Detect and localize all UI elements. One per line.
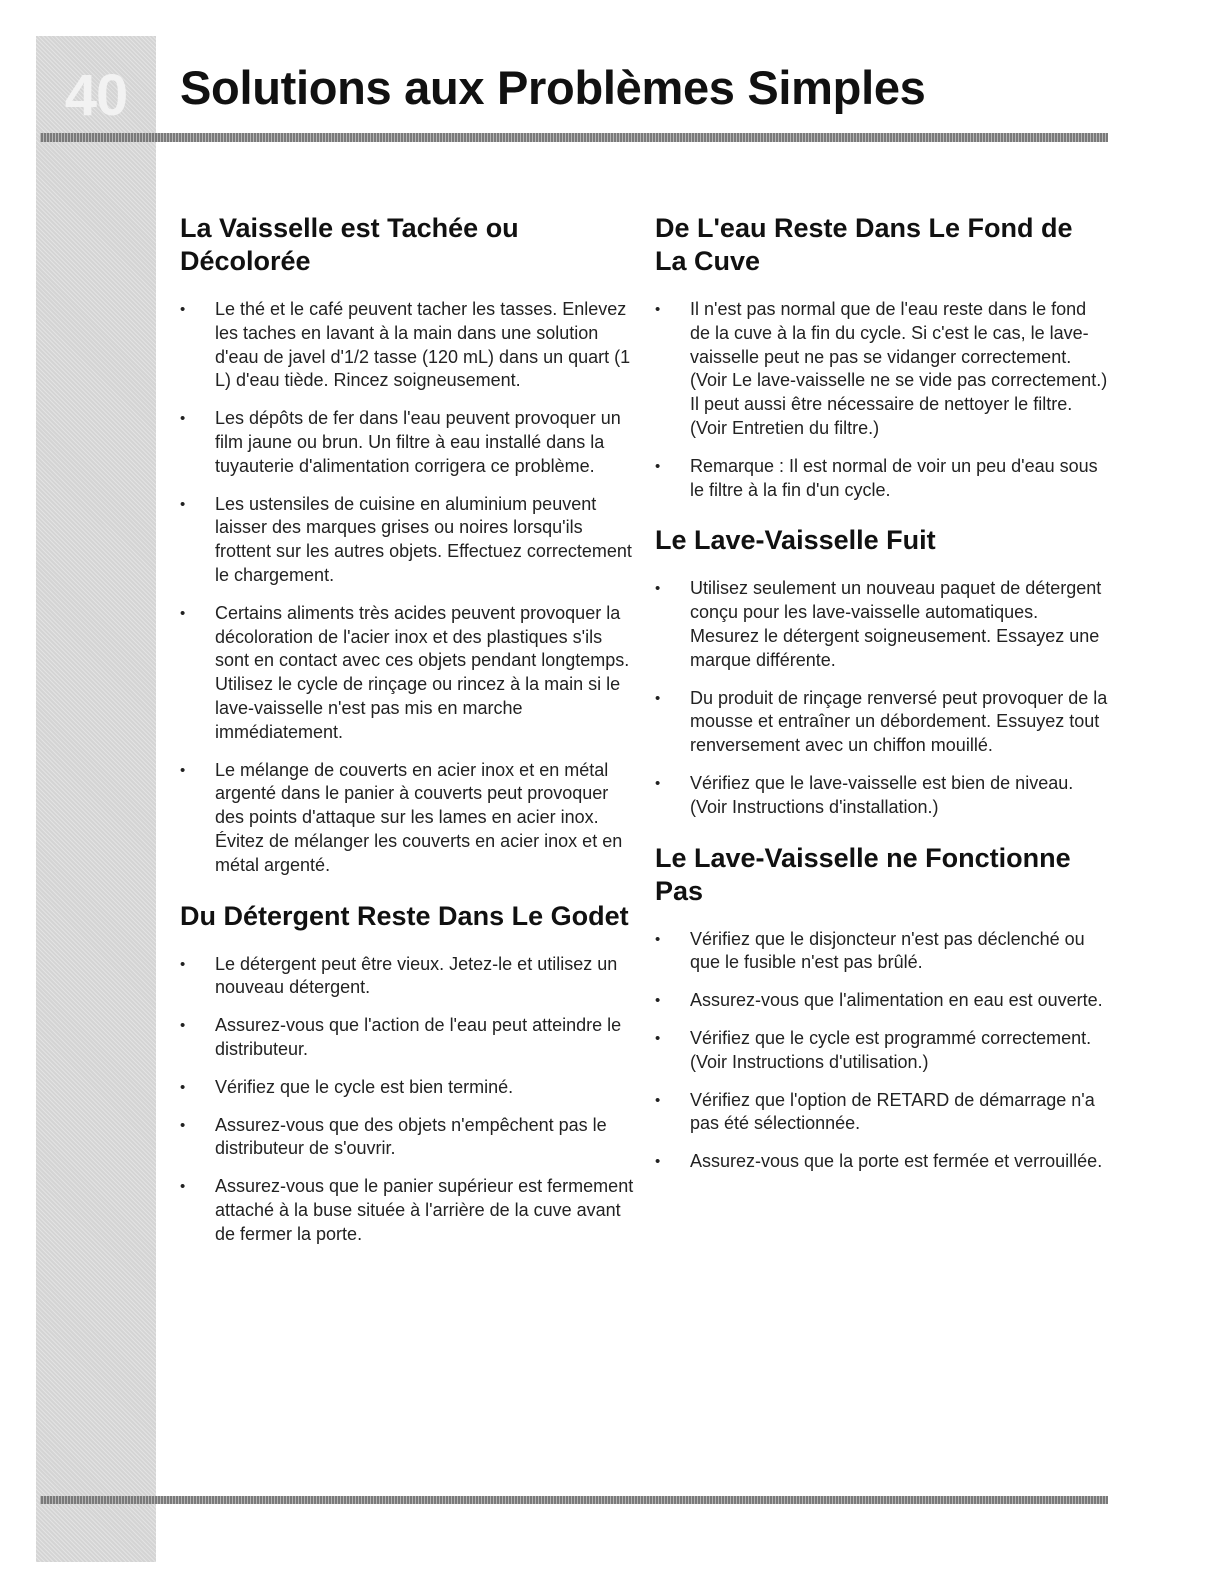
- page-sidebar-band: [36, 36, 156, 1562]
- list-item: • Il n'est pas normal que de l'eau reste dans le fond de la cuve à la fin du cycle. Si c'est le cas, le lave-vaisselle peut ne pas se vidanger correctement. (Voir Le lave-vaisselle ne se vide pas correctement.) Il peut aussi être nécessaire de nettoyer le filtre. (Voir Entretien du filtre.): [655, 298, 1110, 441]
- section-heading: Le Lave-Vaisselle Fuit: [655, 525, 936, 556]
- left-column: [180, 212, 635, 1269]
- section-detergent-in-cup: [180, 900, 635, 1247]
- bullet-list: [180, 953, 635, 1247]
- bullet-list: [655, 298, 1110, 502]
- section-stained-dishes: [180, 212, 635, 878]
- bullet-list: [655, 577, 1110, 819]
- footer-rule: [40, 1496, 1108, 1504]
- list-item: • Assurez-vous que des objets n'empêchent pas le distributeur de s'ouvrir.: [180, 1114, 635, 1162]
- list-item: • Le thé et le café peuvent tacher les tasses. Enlevez les taches en lavant à la main dans une solution d'eau de javel d'1/2 tasse (120 mL) dans un quart (1 L) d'eau tiède. Rincez soigneusement.: [180, 298, 635, 393]
- section-heading: De L'eau Reste Dans Le Fond de La Cuve: [655, 213, 1073, 276]
- section-dishwasher-not-working: [655, 842, 1110, 1174]
- page-number: 40: [64, 63, 128, 128]
- list-item: • Remarque : Il est normal de voir un peu d'eau sous le filtre à la fin d'un cycle.: [655, 455, 1110, 503]
- list-item: • Le détergent peut être vieux. Jetez-le et utilisez un nouveau détergent.: [180, 953, 635, 1001]
- list-item: • Vérifiez que le cycle est bien terminé.: [180, 1076, 635, 1100]
- list-item: • Vérifiez que l'option de RETARD de démarrage n'a pas été sélectionnée.: [655, 1089, 1110, 1137]
- list-item: • Vérifiez que le cycle est programmé correctement. (Voir Instructions d'utilisation.): [655, 1027, 1110, 1075]
- section-heading: La Vaisselle est Tachée ou Décolorée: [180, 213, 519, 276]
- list-item: • Assurez-vous que l'alimentation en eau est ouverte.: [655, 989, 1110, 1013]
- section-heading: Le Lave-Vaisselle ne Fonctionne Pas: [655, 842, 1071, 906]
- right-column: [655, 212, 1110, 1196]
- list-item: • Le mélange de couverts en acier inox et en métal argenté dans le panier à couverts peut provoquer des points d'attaque sur les lames en acier inox. Évitez de mélanger les couverts en acier inox et en métal argenté.: [180, 759, 635, 878]
- page-title: Solutions aux Problèmes Simples: [180, 61, 926, 114]
- list-item: • Vérifiez que le lave-vaisselle est bien de niveau. (Voir Instructions d'installation.): [655, 772, 1110, 820]
- section-dishwasher-leaks: [655, 524, 1110, 819]
- list-item: • Assurez-vous que la porte est fermée et verrouillée.: [655, 1150, 1110, 1174]
- section-water-in-tub: [655, 212, 1110, 502]
- list-item: • Certains aliments très acides peuvent provoquer la décoloration de l'acier inox et des plastiques s'ils sont en contact avec ces objets pendant longtemps. Utilisez le cycle de rinçage ou rincez à la main si le lave-vaisselle n'est pas mis en marche immédiatement.: [180, 602, 635, 745]
- list-item: • Assurez-vous que le panier supérieur est fermement attaché à la buse située à l'arrière de la cuve avant de fermer la porte.: [180, 1175, 635, 1246]
- list-item: • Les ustensiles de cuisine en aluminium peuvent laisser des marques grises ou noires lorsqu'ils frottent sur les autres objets. Effectuez correctement le chargement.: [180, 493, 635, 588]
- list-item: • Vérifiez que le disjoncteur n'est pas déclenché ou que le fusible n'est pas brûlé.: [655, 928, 1110, 976]
- list-item: • Utilisez seulement un nouveau paquet de détergent conçu pour les lave-vaisselle automatiques. Mesurez le détergent soigneusement. Essayez une marque différente.: [655, 577, 1110, 672]
- section-heading: Du Détergent Reste Dans Le Godet: [180, 900, 629, 931]
- header-rule: [40, 133, 1108, 142]
- list-item: • Du produit de rinçage renversé peut provoquer de la mousse et entraîner un débordement. Essuyez tout renversement avec un chiffon mouillé.: [655, 687, 1110, 758]
- bullet-list: [655, 928, 1110, 1174]
- bullet-list: [180, 298, 635, 878]
- list-item: • Assurez-vous que l'action de l'eau peut atteindre le distributeur.: [180, 1014, 635, 1062]
- list-item: • Les dépôts de fer dans l'eau peuvent provoquer un film jaune ou brun. Un filtre à eau installé dans la tuyauterie d'alimentation corrigera ce problème.: [180, 407, 635, 478]
